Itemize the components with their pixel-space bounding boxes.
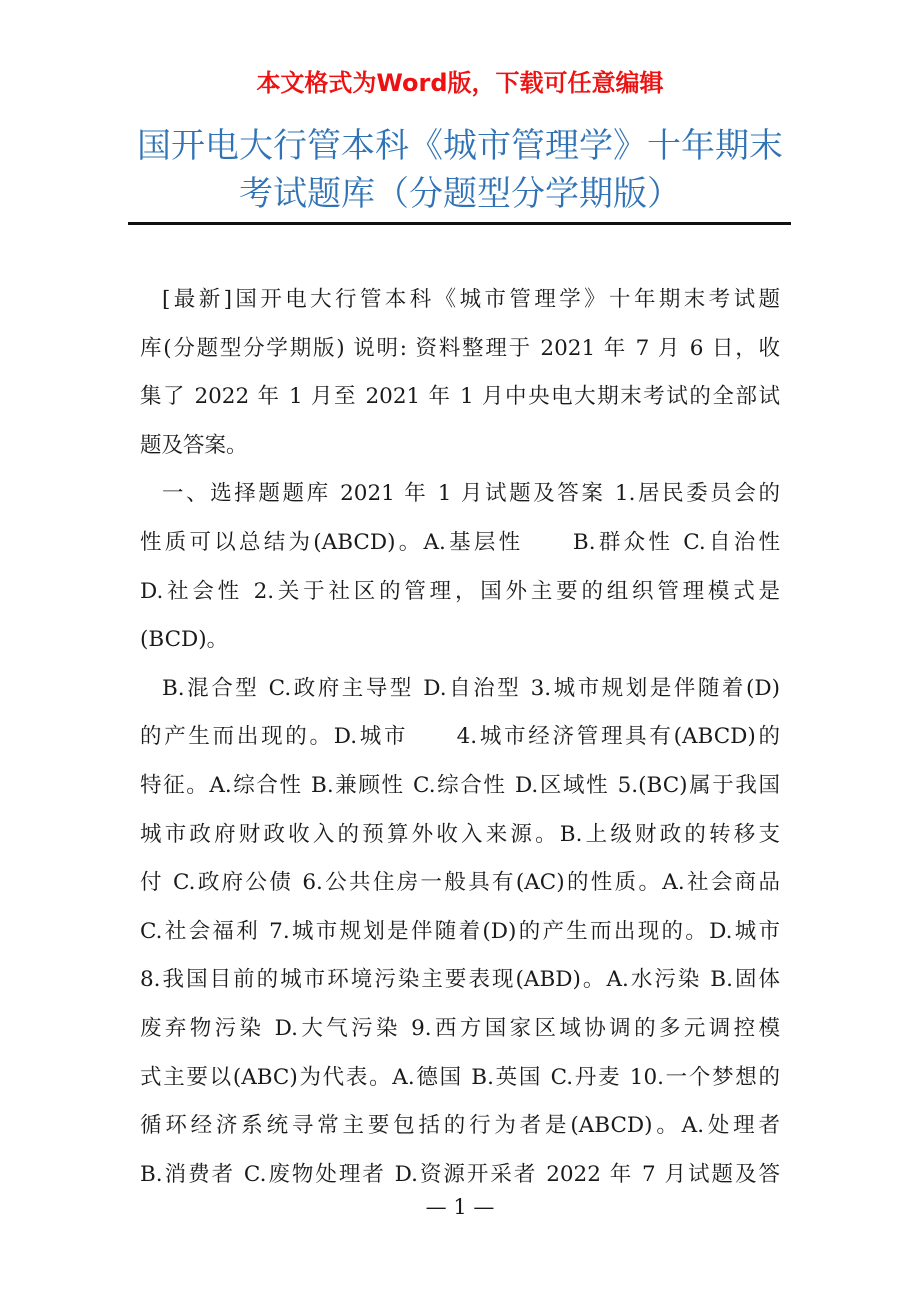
text-line: [最新]国开电大行管本科《城市管理学》十年期末考试题: [162, 287, 780, 312]
document-title: [128, 122, 792, 218]
text-line: B.消费者 C.废物处理者 D.资源开采者 2022 年 7 月试题及答: [140, 1161, 780, 1187]
section-paragraph: [140, 470, 780, 664]
title-divider: [128, 222, 791, 225]
questions-paragraph: [140, 665, 780, 1200]
text-line: 库(分题型分学期版) 说明: 资料整理于 2021 年 7 月 6 日，收: [140, 335, 780, 361]
title-line: 国开电大行管本科《城市管理学》十年期末: [137, 126, 783, 166]
text-line: 题及答案。: [140, 432, 248, 458]
text-line: 城市政府财政收入的预算外收入来源。B.上级财政的转移支: [140, 821, 780, 847]
text-line: 8.我国目前的城市环境污染主要表现(ABD)。A.水污染 B.固体: [140, 967, 780, 993]
text-line: 废弃物污染 D.大气污染 9.西方国家区域协调的多元调控模: [140, 1015, 780, 1041]
text-line: B.混合型 C.政府主导型 D.自治型 3.城市规划是伴随着(D): [162, 675, 780, 701]
text-line: 集了 2022 年 1 月至 2021 年 1 月中央电大期末考试的全部试: [140, 384, 780, 410]
title-line: 考试题库（分题型分学期版）: [239, 174, 681, 214]
document-body: [140, 276, 780, 1199]
text-line: (BCD)。: [140, 627, 229, 653]
text-line: 付 C.政府公债 6.公共住房一般具有(AC)的性质。A.社会商品: [140, 870, 780, 896]
page-number: — 1 —: [425, 1195, 495, 1219]
intro-paragraph: [140, 276, 780, 470]
text-line: 循环经济系统寻常主要包括的行为者是(ABCD)。A.处理者: [140, 1113, 780, 1139]
editable-notice-banner: 本文格式为Word版，下载可任意编辑: [256, 69, 664, 97]
text-line: 式主要以(ABC)为代表。A.德国 B.英国 C.丹麦 10.一个梦想的: [140, 1064, 780, 1090]
text-line: D.社会性 2.关于社区的管理，国外主要的组织管理模式是: [140, 578, 780, 604]
text-line: 一、选择题题库 2021 年 1 月试题及答案 1.居民委员会的: [162, 481, 780, 507]
text-line: 的产生而出现的。D.城市 4.城市经济管理具有(ABCD)的: [140, 724, 780, 750]
text-line: 特征。A.综合性 B.兼顾性 C.综合性 D.区域性 5.(BC)属于我国: [140, 772, 780, 798]
text-line: 性质可以总结为(ABCD)。A.基层性 B.群众性 C.自治性: [140, 529, 780, 555]
text-line: C.社会福利 7.城市规划是伴随着(D)的产生而出现的。D.城市: [140, 918, 780, 944]
